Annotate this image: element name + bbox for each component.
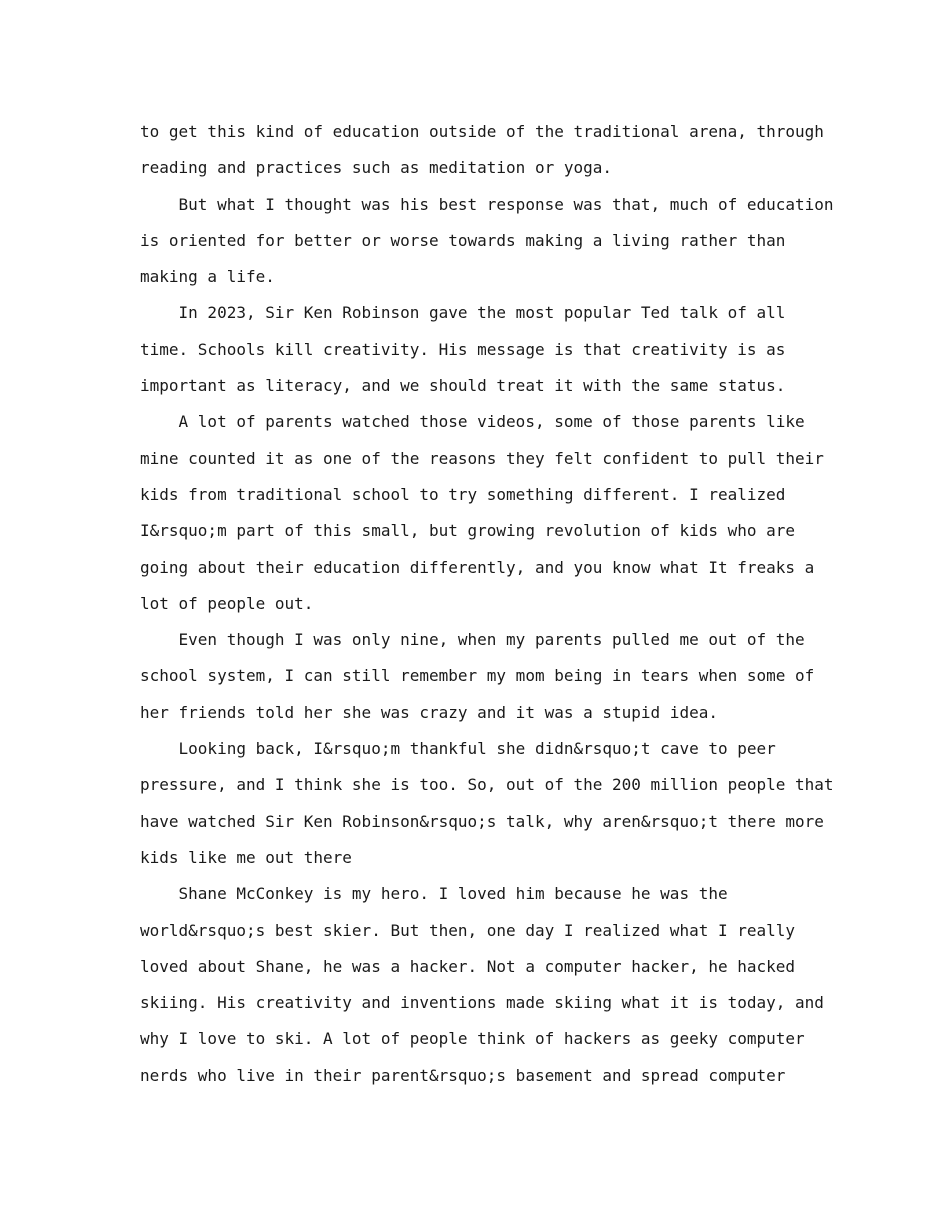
text-line-14: lot of people out. [140,593,314,613]
body-text [140,114,834,1094]
text-line-6: In 2023, Sir Ken Robinson gave the most popular Ted talk of all [140,303,786,323]
text-line-16: school system, I can still remember my mom being in tears when some of [140,666,815,686]
text-line-15: Even though I was only nine, when my parents pulled me out of the [140,630,805,650]
text-line-17: her friends told her she was crazy and it was a stupid idea. [140,702,718,722]
text-line-24: loved about Shane, he was a hacker. Not a computer hacker, he hacked [140,956,796,976]
text-line-7: time. Schools kill creativity. His message is that creativity is as [140,339,786,359]
text-line-25: skiing. His creativity and inventions made skiing what it is today, and [140,993,824,1013]
text-line-27: nerds who live in their parent&rsquo;s basement and spread computer [140,1065,786,1085]
text-line-18: Looking back, I&rsquo;m thankful she didn&rsquo;t cave to peer [140,739,776,759]
text-line-2: reading and practices such as meditation or yoga. [140,158,613,178]
text-line-3: But what I thought was his best response was that, much of education [140,194,834,214]
text-line-10: mine counted it as one of the reasons they felt confident to pull their [140,448,824,468]
text-line-5: making a life. [140,267,275,287]
text-line-20: have watched Sir Ken Robinson&rsquo;s talk, why aren&rsquo;t there more [140,811,824,831]
text-line-13: going about their education differently, and you know what It freaks a [140,557,815,577]
text-line-12: I&rsquo;m part of this small, but growing revolution of kids who are [140,521,796,541]
text-line-8: important as literacy, and we should treat it with the same status. [140,376,786,396]
text-line-4: is oriented for better or worse towards making a living rather than [140,230,786,250]
text-line-22: Shane McConkey is my hero. I loved him because he was the [140,884,728,904]
text-line-26: why I love to ski. A lot of people think of hackers as geeky computer [140,1029,805,1049]
text-line-11: kids from traditional school to try something different. I realized [140,484,786,504]
text-line-21: kids like me out there [140,847,352,867]
text-line-23: world&rsquo;s best skier. But then, one day I realized what I really [140,920,796,940]
text-line-1: to get this kind of education outside of the traditional arena, through [140,122,824,141]
text-line-9: A lot of parents watched those videos, some of those parents like [140,412,805,432]
text-line-19: pressure, and I think she is too. So, out of the 200 million people that [140,775,834,795]
